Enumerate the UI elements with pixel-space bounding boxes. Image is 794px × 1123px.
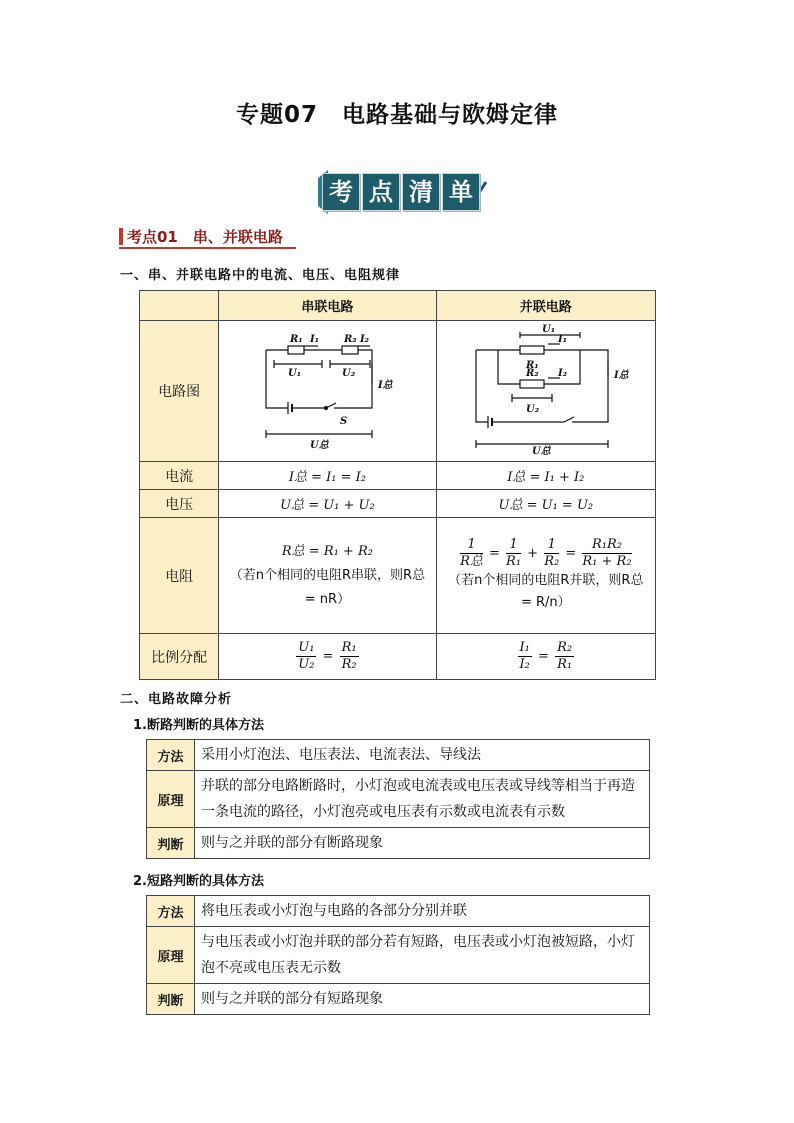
open-value-principle: 并联的部分电路断路时，小灯泡或电流表或电压表或导线等相当于再造一条电流的路径，小灯泡亮或电压表有示数或电流表有示数	[195, 771, 650, 828]
series-circuit-diagram	[222, 324, 432, 454]
page-title: 专题07 电路基础与欧姆定律	[235, 102, 558, 128]
subsection-short-circuit: 2.短路判断的具体方法	[133, 874, 264, 889]
series-voltage-formula: U总 = U₁ + U₂	[219, 490, 436, 518]
svg-text:U₁: U₁	[541, 324, 555, 335]
short-value-judgement: 则与之并联的部分有短路现象	[195, 984, 650, 1015]
svg-text:I总: I总	[378, 380, 394, 391]
open-value-judgement: 则与之并联的部分有断路现象	[195, 828, 650, 859]
svg-text:I总: I总	[613, 370, 629, 381]
header-series: 串联电路	[219, 291, 436, 321]
svg-text:R₁: R₁	[290, 334, 304, 345]
svg-text:I₁: I₁	[310, 334, 320, 345]
short-circuit-table	[146, 895, 650, 1015]
parallel-circuit-diagram	[440, 322, 652, 456]
series-circuit-cell	[219, 321, 436, 462]
parallel-ratio-formula: $\frac{\text{I₁}}{\text{I₂}}$ = $\frac{\text{R₂}}{\text{R₁}}$	[436, 634, 655, 680]
banner-char-4: 单	[442, 173, 480, 211]
row-label-diagram: 电路图	[140, 321, 219, 462]
svg-text:R₁: R₁	[525, 360, 539, 371]
short-key-judgement: 判断	[147, 984, 195, 1015]
banner-char-3: 清	[402, 173, 440, 211]
short-key-principle: 原理	[147, 927, 195, 984]
kaodian-heading	[119, 226, 283, 247]
subsection-open-circuit: 1.断路判断的具体方法	[133, 718, 264, 733]
open-key-method: 方法	[147, 740, 195, 771]
svg-text:S: S	[340, 416, 348, 427]
short-key-method: 方法	[147, 896, 195, 927]
short-value-method: 将电压表或小灯泡与电路的各部分分别并联	[195, 896, 650, 927]
svg-text:I₂: I₂	[360, 334, 370, 345]
section-1-heading: 一、串、并联电路中的电流、电压、电阻规律	[120, 268, 401, 283]
svg-text:R₂: R₂	[525, 368, 539, 379]
svg-text:U₂: U₂	[342, 368, 356, 379]
short-value-principle: 与电压表或小灯泡并联的部分若有短路，电压表或小灯泡被短路，小灯泡不亮或电压表无示数	[195, 927, 650, 984]
header-parallel: 并联电路	[436, 291, 655, 321]
series-parallel-table	[139, 290, 656, 680]
svg-text:U₂: U₂	[525, 404, 539, 415]
series-resistance-cell	[219, 518, 436, 634]
heading-marker	[119, 228, 123, 245]
svg-text:U总: U总	[310, 440, 330, 451]
row-label-ratio: 比例分配	[140, 634, 219, 680]
row-label-current: 电流	[140, 462, 219, 490]
section-2-heading: 二、电路故障分析	[120, 692, 233, 707]
svg-text:I₂: I₂	[557, 368, 567, 379]
heading-underline	[119, 247, 296, 249]
open-circuit-table	[146, 739, 650, 859]
parallel-voltage-formula: U总 = U₁ = U₂	[436, 490, 655, 518]
row-label-voltage: 电压	[140, 490, 219, 518]
open-key-principle: 原理	[147, 771, 195, 828]
series-ratio-formula: $\frac{\text{U₁}}{\text{U₂}}$ = $\frac{\text{R₁}}{\text{R₂}}$	[219, 634, 436, 680]
row-label-resistance: 电阻	[140, 518, 219, 634]
svg-text:U总: U总	[531, 446, 551, 456]
svg-text:R₂: R₂	[344, 334, 358, 345]
parallel-resistance-note: （若n个相同的电阻R并联，则R总 = R/n）	[448, 573, 644, 610]
open-value-method: 采用小灯泡法、电压表法、电流表法、导线法	[195, 740, 650, 771]
series-current-formula: I总 = I₁ = I₂	[219, 462, 436, 490]
banner-char-1: 考	[322, 173, 360, 211]
kaodian-banner	[318, 170, 488, 214]
table1-corner	[140, 291, 219, 321]
kaodian-label: 考点01 串、并联电路	[127, 228, 283, 246]
parallel-current-formula: I总 = I₁ + I₂	[436, 462, 655, 490]
parallel-resistance-formula: $\frac{1}{\text{R总}}$ = $\frac{1}{\text{R₁}}$ + $\frac{1}{\text{R₂}}$ = $\frac{\text{R₁R₂}}{\text{R₁ + R₂}}$	[460, 537, 632, 569]
open-key-judgement: 判断	[147, 828, 195, 859]
series-resistance-note: （若n个相同的电阻R串联，则R总 = nR）	[229, 567, 426, 607]
parallel-resistance-cell	[436, 518, 655, 634]
svg-text:U₁: U₁	[288, 368, 302, 379]
svg-text:I₁: I₁	[557, 334, 567, 345]
banner-char-2: 点	[362, 173, 400, 211]
series-resistance-formula: R总 = R₁ + R₂	[281, 543, 373, 559]
parallel-circuit-cell	[436, 321, 655, 462]
